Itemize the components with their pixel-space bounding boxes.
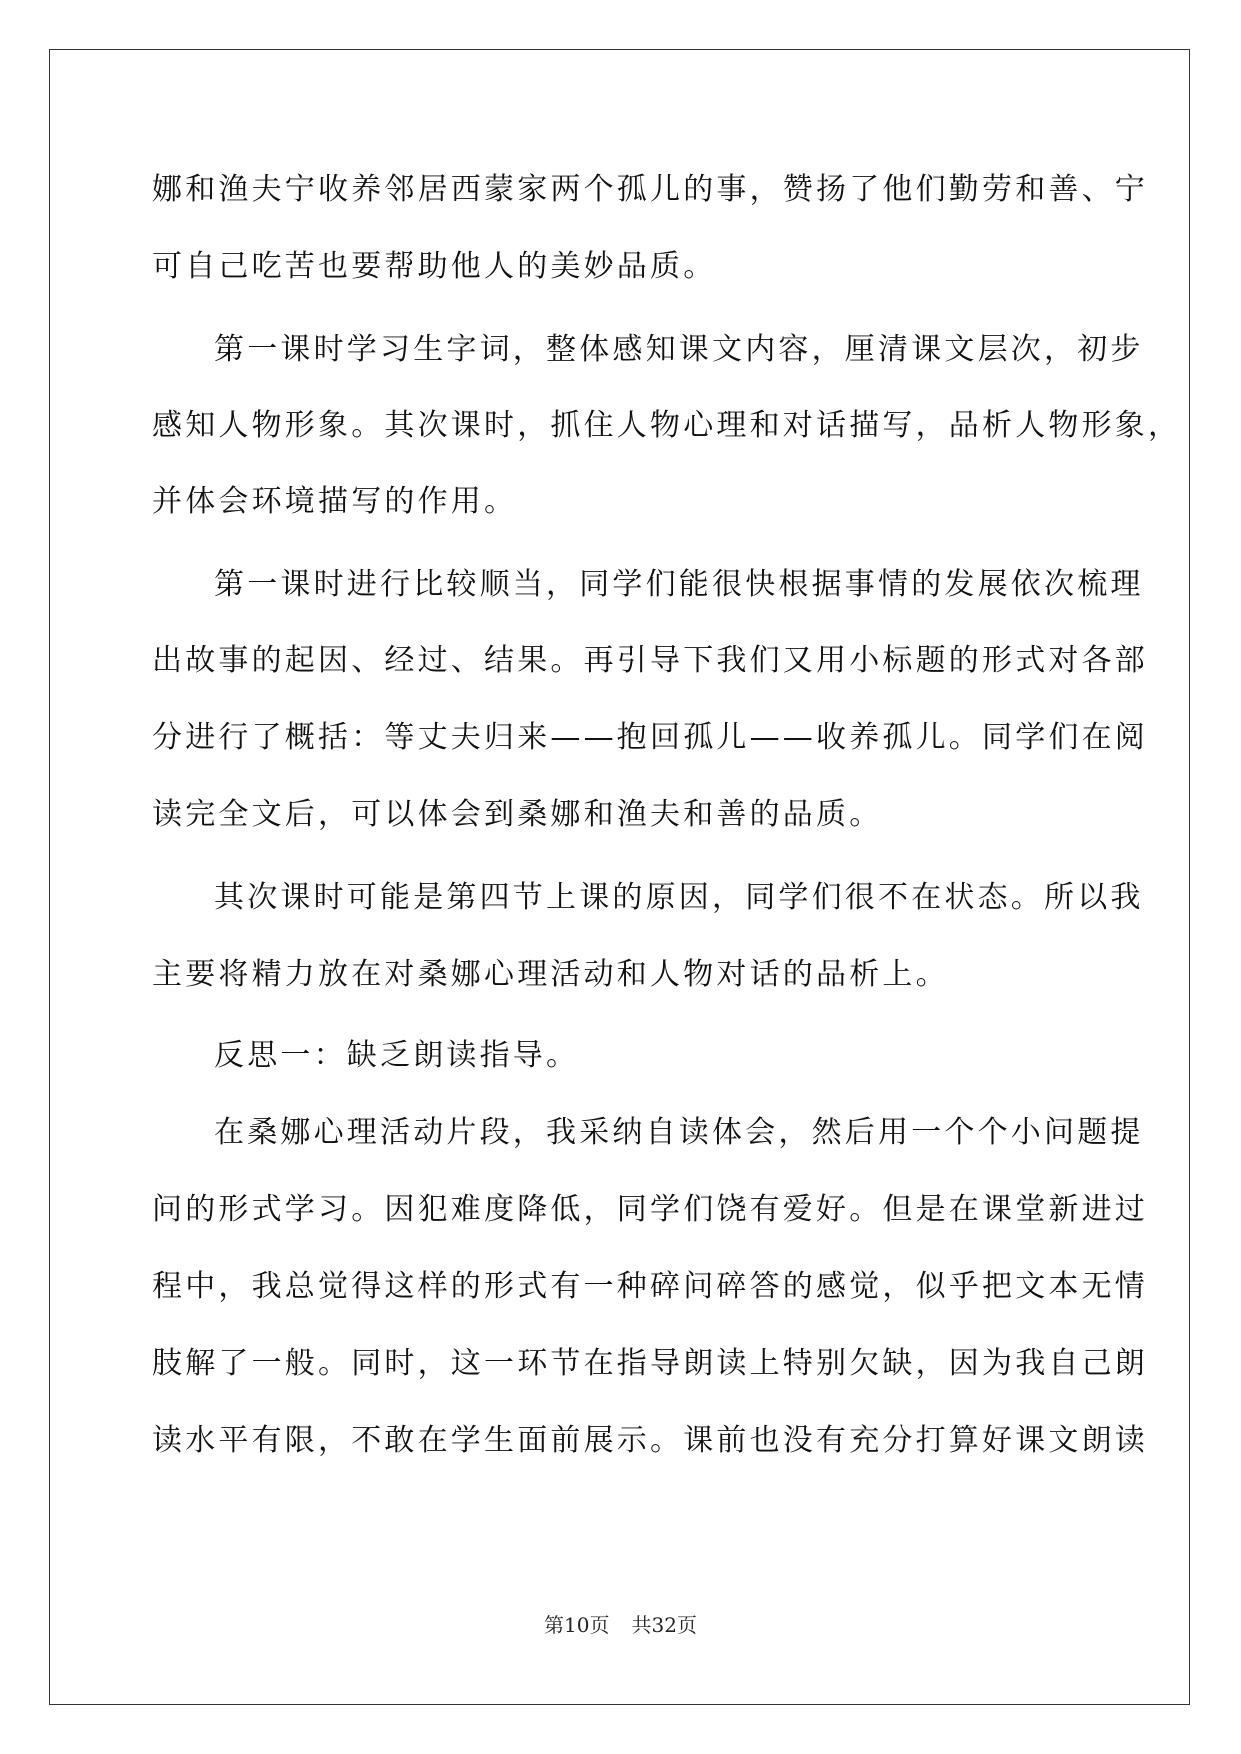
total-pages: 共32页 — [631, 1613, 697, 1637]
text-line: 可自己吃苦也要帮助他人的美妙品质。 — [152, 249, 717, 284]
text-line: 分进行了概括：等丈夫归来——抱回孤儿——收养孤儿。同学们在阅 — [152, 720, 1148, 755]
text-line: 出故事的起因、经过、结果。再引导下我们又用小标题的形式对各部 — [152, 643, 1148, 678]
paragraph-start-line: 第一课时学习生字词，整体感知课文内容，厘清课文层次，初步 — [214, 332, 1144, 367]
paragraph-start-line: 反思一：缺乏朗读指导。 — [214, 1038, 580, 1073]
text-line: 并体会环境描写的作用。 — [152, 484, 518, 519]
paragraph-start-line: 在桑娜心理活动片段，我采纳自读体会，然后用一个个小问题提 — [214, 1115, 1144, 1150]
text-line: 程中，我总觉得这样的形式有一种碎问碎答的感觉，似乎把文本无情 — [152, 1269, 1148, 1304]
page-footer — [0, 1612, 1241, 1638]
text-line: 读水平有限，不敢在学生面前展示。课前也没有充分打算好课文朗读 — [152, 1423, 1148, 1458]
text-line: 娜和渔夫宁收养邻居西蒙家两个孤儿的事，赞扬了他们勤劳和善、宁 — [152, 172, 1148, 207]
text-line: 读完全文后，可以体会到桑娜和渔夫和善的品质。 — [152, 797, 883, 832]
text-line: 感知人物形象。其次课时，抓住人物心理和对话描写，品析人物形象， — [152, 408, 1182, 443]
text-line: 主要将精力放在对桑娜心理活动和人物对话的品析上。 — [152, 957, 949, 992]
text-line: 肢解了一般。同时，这一环节在指导朗读上特别欠缺，因为我自己朗 — [152, 1346, 1148, 1381]
paragraph-start-line: 其次课时可能是第四节上课的原因，同学们很不在状态。所以我 — [214, 880, 1144, 915]
paragraph-start-line: 第一课时进行比较顺当，同学们能很快根据事情的发展依次梳理 — [214, 567, 1144, 602]
page-number: 第10页 — [544, 1613, 610, 1637]
text-line: 问的形式学习。因犯难度降低，同学们饶有爱好。但是在课堂新进过 — [152, 1192, 1148, 1227]
